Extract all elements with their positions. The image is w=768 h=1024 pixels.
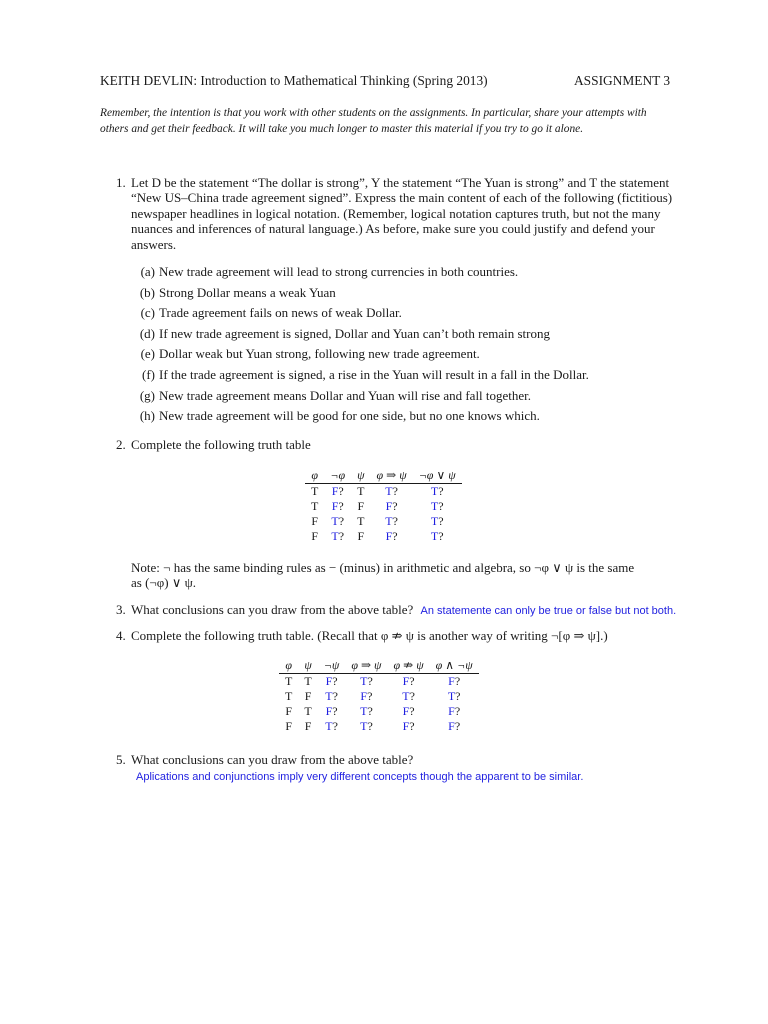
table-cell [324, 514, 351, 529]
q1-item [131, 264, 518, 280]
answer-value: T [430, 529, 439, 543]
table-cell [430, 719, 479, 734]
table-cell [305, 484, 324, 500]
question-mark: ? [367, 719, 373, 733]
truth-table-2 [279, 658, 479, 734]
course-title: KEITH DEVLIN: Introduction to Mathematical Thinking (Spring 2013) [100, 73, 488, 88]
table-header: φ ⇏ ψ [388, 658, 430, 674]
q4-number: 4. [116, 628, 126, 643]
given-value: F [304, 689, 312, 703]
table-cell [298, 704, 317, 719]
answer-value: F [448, 704, 455, 718]
answer-value: F [385, 499, 393, 513]
table-cell [351, 484, 370, 500]
q3-answer: An statemente can only be true or false but not both. [420, 605, 677, 617]
table-cell [388, 719, 430, 734]
table-row [279, 704, 479, 719]
q1-item-text: New trade agreement will lead to strong currencies in both countries. [159, 264, 519, 279]
answer-value: T [430, 499, 439, 513]
answer-value: F [402, 704, 410, 718]
question-mark: ? [392, 514, 398, 528]
table-cell [305, 499, 324, 514]
q5-answer: Aplications and conjunctions imply very different concepts though the apparent to be similar. [136, 771, 584, 783]
given-value: T [304, 704, 312, 718]
answer-value: T [325, 719, 333, 733]
q2-note [131, 560, 676, 591]
table-cell [430, 704, 479, 719]
given-value: F [311, 529, 319, 543]
q1-item-text: New trade agreement will be good for one side, but no one knows which. [159, 408, 540, 424]
question-mark: ? [454, 719, 461, 733]
question-mark: ? [454, 704, 461, 718]
question-mark: ? [332, 689, 338, 703]
q1-item-text: Dollar weak but Yuan strong, following new trade agreement. [159, 346, 480, 362]
table-cell [371, 514, 413, 529]
question-mark: ? [367, 704, 373, 718]
answer-value: F [448, 674, 455, 688]
q1-item [131, 367, 589, 383]
table-header: φ ⇒ ψ [371, 468, 413, 484]
given-value: F [311, 514, 319, 528]
q3-text [131, 602, 676, 619]
table-cell [413, 529, 462, 544]
question-mark: ? [454, 674, 461, 688]
q4-text: Complete the following truth table. (Recall that φ ⇏ ψ is another way of writing ¬[φ ⇒ ψ].) [131, 628, 608, 643]
table-cell [388, 674, 430, 690]
truth-table-1 [305, 468, 462, 544]
answer-value: T [402, 689, 410, 703]
table-cell [351, 514, 370, 529]
answer-value: F [402, 674, 410, 688]
table-cell [345, 689, 387, 704]
given-value: T [285, 674, 293, 688]
table-row [305, 499, 462, 514]
table-cell [413, 499, 462, 514]
answer-value: T [430, 514, 439, 528]
table-cell [305, 529, 324, 544]
question-mark: ? [409, 674, 415, 688]
q1-item-label: (g) [139, 387, 155, 403]
q1-item-text: New trade agreement means Dollar and Yuan will rise and fall together. [159, 387, 532, 403]
q1-item-label: (d) [139, 325, 155, 341]
table-cell [413, 484, 462, 500]
q1-item-label: (h) [139, 408, 155, 424]
table-header: ¬φ [324, 468, 351, 484]
table-header: ¬φ ∨ ψ [413, 468, 462, 484]
question-mark: ? [338, 484, 344, 498]
q1-item-label: (b) [139, 284, 155, 300]
table-cell [430, 689, 479, 704]
q1-item-text: If the trade agreement is signed, a rise in the Yuan will result in a fall in the Dollar. [159, 367, 589, 382]
q1-number: 1. [116, 175, 126, 190]
answer-value: T [360, 704, 368, 718]
q1-item-text: Trade agreement fails on news of weak Dollar. [159, 305, 402, 321]
table-cell [324, 529, 351, 544]
question-mark: ? [455, 689, 461, 703]
given-value: F [357, 529, 365, 543]
table-cell [324, 499, 351, 514]
table-row [305, 529, 462, 544]
q1-item-label: (e) [140, 346, 155, 362]
question-mark: ? [392, 499, 398, 513]
table-cell [351, 529, 370, 544]
table-cell [318, 689, 346, 704]
table-cell [318, 674, 346, 690]
answer-value: F [385, 529, 393, 543]
question-mark: ? [409, 719, 415, 733]
question-mark: ? [438, 514, 444, 528]
assignment-label: ASSIGNMENT 3 [574, 73, 671, 88]
q3-question: What conclusions can you draw from the above table? [131, 602, 414, 617]
table-cell [298, 674, 317, 690]
table-cell [318, 719, 346, 734]
answer-value: T [360, 719, 368, 733]
answer-value: F [360, 689, 368, 703]
intro-paragraph: Remember, the intention is that you work with other students on the assignments. In particular, share your attempts with others and get their feedback. It will take you much longer to master this material if you try to go it alone. [100, 107, 647, 135]
table-cell [279, 674, 298, 690]
table-cell [371, 484, 413, 500]
answer-value: F [448, 719, 455, 733]
question-mark: ? [332, 674, 338, 688]
q1-item [131, 285, 336, 301]
table-cell [279, 719, 298, 734]
q2-note-line1: Note: ¬ has the same binding rules as − (minus) in arithmetic and algebra, so ¬φ ∨ ψ is the same [131, 560, 635, 575]
question-mark: ? [338, 499, 344, 513]
table-header: φ ∧ ¬ψ [430, 658, 479, 674]
table-row [279, 689, 479, 704]
answer-value: F [325, 704, 333, 718]
answer-value: T [430, 484, 439, 498]
q1-item [131, 388, 531, 404]
table-cell [371, 529, 413, 544]
q5-text: What conclusions can you draw from the above table? [131, 752, 414, 767]
question-mark: ? [438, 529, 444, 543]
table-cell [413, 514, 462, 529]
table-cell [351, 499, 370, 514]
given-value: F [285, 704, 293, 718]
given-value: T [357, 514, 365, 528]
table-cell [305, 514, 324, 529]
table-cell [345, 719, 387, 734]
question-mark: ? [438, 499, 444, 513]
q2-text: Complete the following truth table [131, 437, 311, 452]
q1-item-label: (c) [140, 305, 155, 321]
answer-value: T [385, 484, 393, 498]
question-mark: ? [438, 484, 444, 498]
table-cell [298, 689, 317, 704]
table-header: ¬ψ [318, 658, 346, 674]
q1-item-text: Strong Dollar means a weak Yuan [159, 284, 336, 300]
table-row [305, 514, 462, 529]
question-mark: ? [338, 529, 345, 543]
table-row [279, 719, 479, 734]
question-mark: ? [392, 529, 398, 543]
answer-value: F [402, 719, 410, 733]
table-cell [430, 674, 479, 690]
table-cell [279, 704, 298, 719]
answer-value: T [385, 514, 393, 528]
table-cell [345, 674, 387, 690]
given-value: T [311, 484, 319, 498]
q1-item [131, 346, 480, 362]
q1-item-label: (f) [142, 367, 155, 382]
table-header: ψ [351, 468, 370, 484]
given-value: F [285, 719, 293, 733]
q1-item [131, 408, 540, 424]
question-mark: ? [338, 514, 345, 528]
table-header: φ [279, 658, 298, 674]
table-header: ψ [298, 658, 317, 674]
q3-number: 3. [116, 602, 126, 617]
table-cell [388, 704, 430, 719]
answer-value: T [360, 674, 368, 688]
answer-value: T [447, 689, 456, 703]
question-mark: ? [392, 484, 398, 498]
answer-value: T [325, 689, 333, 703]
given-value: T [311, 499, 319, 513]
given-value: T [285, 689, 293, 703]
question-mark: ? [367, 674, 373, 688]
table-cell [371, 499, 413, 514]
table-cell [345, 704, 387, 719]
answer-value: T [331, 529, 339, 543]
given-value: T [357, 484, 365, 498]
table-cell [279, 689, 298, 704]
given-value: T [304, 674, 312, 688]
answer-value: F [331, 499, 339, 513]
q1-text: Let D be the statement “The dollar is strong”, Y the statement “The Yuan is strong” and T the statement “New US–China trade agreement signed”. Express the main content of each of the following (fictitious) newspaper headlines in logical notation. (Remember, logical notation captures truth, but not the many nuances and inferences of natural language.) As before, make sure you could justify and defend your answers. [131, 175, 673, 252]
answer-value: F [325, 674, 333, 688]
q1-item [131, 326, 550, 342]
question-mark: ? [409, 689, 415, 703]
q5-number: 5. [116, 752, 126, 767]
q1-item [131, 305, 402, 321]
table-row [279, 674, 479, 690]
answer-value: F [331, 484, 339, 498]
given-value: F [304, 719, 312, 733]
q1-item-label: (a) [140, 264, 155, 279]
table-cell [388, 689, 430, 704]
q2-number: 2. [116, 437, 126, 452]
question-mark: ? [332, 704, 338, 718]
given-value: F [357, 499, 365, 513]
table-cell [298, 719, 317, 734]
table-row [305, 484, 462, 500]
question-mark: ? [367, 689, 373, 703]
table-cell [324, 484, 351, 500]
table-header: φ [305, 468, 324, 484]
q1-item-text: If new trade agreement is signed, Dollar and Yuan can’t both remain strong [159, 325, 550, 341]
question-mark: ? [332, 719, 338, 733]
answer-value: T [331, 514, 339, 528]
table-header: φ ⇒ ψ [345, 658, 387, 674]
question-mark: ? [409, 704, 415, 718]
q2-note-line2: as (¬φ) ∨ ψ. [131, 575, 196, 591]
table-cell [318, 704, 346, 719]
